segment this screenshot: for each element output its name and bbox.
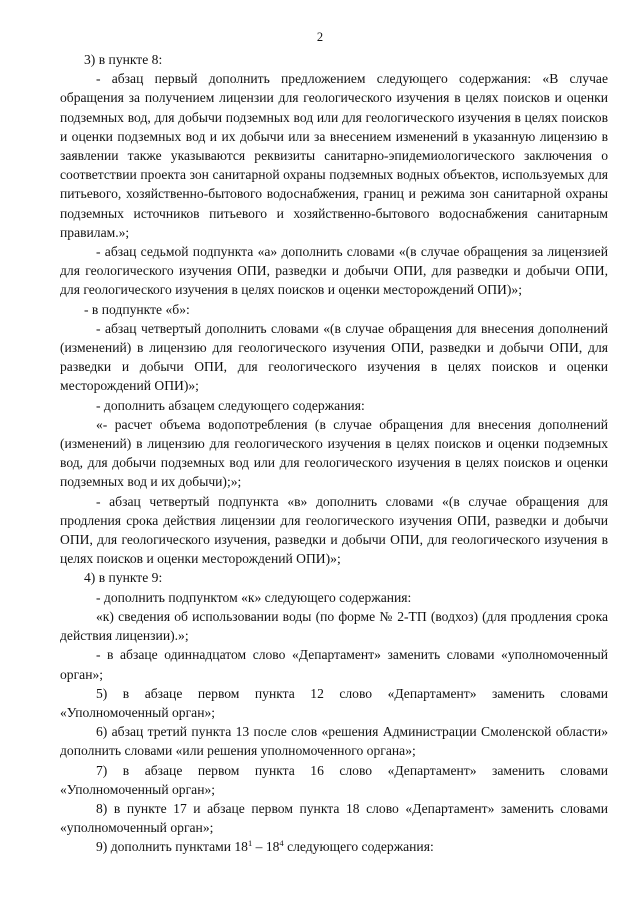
paragraph-item-8: 8) в пункте 17 и абзаце первом пункта 18 слово «Департамент» заменить словами «уполномоченный орган»; bbox=[60, 800, 608, 836]
item-9-suffix: следующего содержания: bbox=[283, 839, 434, 855]
paragraph-abzac-chetvertyi-v: - абзац четвертый подпункта «в» дополнить словами «(в случае обращения для продления срока действия лицензии для геологического изучения ОПИ, разведки и добычи ОПИ, для геологического изучения, разведки и добычи ОПИ, для геологического изучения в целях поисков и оценки месторождений ОПИ)»; bbox=[60, 493, 608, 567]
superscript-4: 4 bbox=[279, 838, 284, 849]
paragraph-raschet-obema: «- расчет объема водопотребления (в случае обращения для внесения дополнений (изменений) в лицензию для геологического изучения в целях поисков и оценки подземных вод, для добычи подземных вод или для геологического изучения в целях поисков и оценки подземных вод и их добычи);»; bbox=[60, 416, 608, 490]
paragraph-podpunkt-b: - в подпункте «б»: bbox=[84, 301, 190, 317]
paragraph-svedeniya-voda: «к) сведения об использовании воды (по форме № 2-ТП (водхоз) (для продления срока действия лицензии).»; bbox=[60, 608, 608, 644]
paragraph-item-7: 7) в абзаце первом пункта 16 слово «Департамент» заменить словами «Уполномоченный орган»; bbox=[60, 762, 608, 797]
paragraph-dopolnit-abzacem: - дополнить абзацем следующего содержания: bbox=[96, 397, 365, 413]
paragraph-abzac-chetvertyi: - абзац четвертый дополнить словами «(в случае обращения для внесения дополнений (изменений) в лицензию для геологического изучения ОПИ, разведки и добычи ОПИ, для разведки и добычи ОПИ, для геологического изучения в целях поисков и оценки месторождений ОПИ)»; bbox=[60, 320, 608, 394]
paragraph-abzac-pervyi: - абзац первый дополнить предложением следующего содержания: «В случае обращения за получением лицензии для геологического изучения в целях поисков и оценки подземных вод, для добычи подземных вод или для геологического изучения в целях поисков и оценки подземных вод и их добычи или за внесением изменений в указанную лицензию в заявлении также указываются реквизиты санитарно-эпидемиологического заключения о соответствии проекта зон санитарной охраны подземных водных объектов, используемых для питьевого, хозяйственно-бытового водоснабжения, границ и режима зон санитарной охраны подземных источников питьевого и хозяйственно-бытового водоснабжения санитарным правилам.»; bbox=[60, 71, 608, 240]
paragraph-item-6: 6) абзац третий пункта 13 после слов «решения Администрации Смоленской области» дополнить словами «или решения уполномоченного органа»; bbox=[60, 724, 608, 759]
item-9-prefix: 9) дополнить пунктами 18 bbox=[96, 839, 248, 855]
superscript-1: 1 bbox=[247, 838, 253, 849]
paragraph-abzac-odinnadcatyi: - в абзаце одиннадцатом слово «Департамент» заменить словами «уполномоченный орган»; bbox=[60, 647, 608, 682]
paragraph-item-5: 5) в абзаце первом пункта 12 слово «Департамент» заменить словами «Уполномоченный орган»; bbox=[60, 685, 608, 720]
document-body bbox=[60, 50, 608, 857]
paragraph-abzac-sedmoi: - абзац седьмой подпункта «а» дополнить словами «(в случае обращения за лицензией для геологического изучения ОПИ, разведки и добычи ОПИ, для разведки и добычи ОПИ, для геологического изучения в целях поисков и оценки месторождений ОПИ)»; bbox=[60, 244, 608, 298]
page-number: 2 bbox=[316, 30, 324, 44]
paragraph-item-9 bbox=[60, 837, 608, 856]
item-9-dash: – 18 bbox=[252, 839, 280, 855]
paragraph-dopolnit-podpunktom-k: - дополнить подпунктом «к» следующего содержания: bbox=[96, 589, 412, 605]
paragraph-item-4: 4) в пункте 9: bbox=[84, 570, 163, 586]
paragraph-item-3: 3) в пункте 8: bbox=[84, 52, 163, 67]
